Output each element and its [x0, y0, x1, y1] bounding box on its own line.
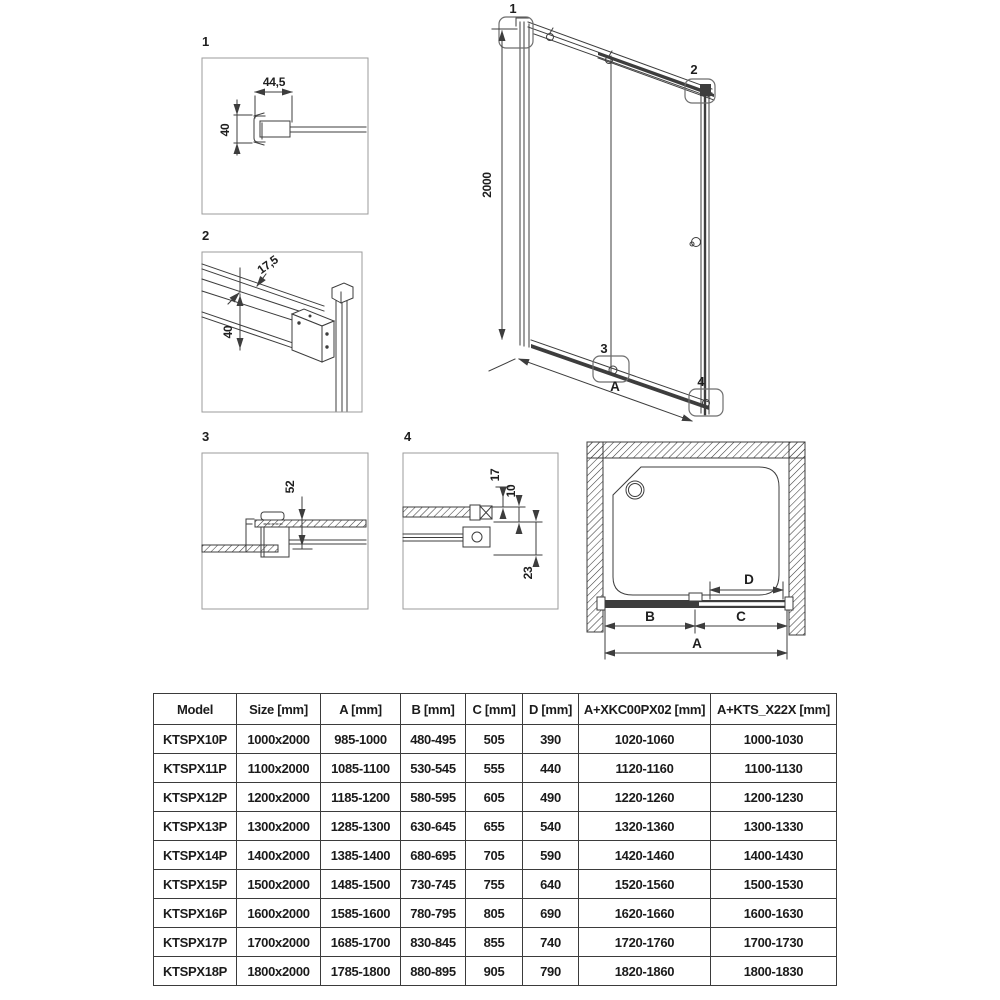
table-row	[154, 841, 837, 870]
cell-size: 1300x2000	[237, 812, 321, 841]
cell-size: 1100x2000	[237, 754, 321, 783]
cell-a: 1585-1600	[321, 899, 401, 928]
cell-c: 855	[466, 928, 523, 957]
cell-kts: 1600-1630	[711, 899, 837, 928]
cell-size: 1000x2000	[237, 725, 321, 754]
lower-glass-hatched	[202, 545, 278, 552]
cell-d: 390	[523, 725, 579, 754]
plan-drawing	[573, 433, 818, 668]
cell-d: 540	[523, 812, 579, 841]
spec-table-panel	[153, 693, 837, 986]
cell-kts: 1200-1230	[711, 783, 837, 812]
cell-size: 1700x2000	[237, 928, 321, 957]
roller-clamp-section	[202, 512, 366, 557]
cell-c: 605	[466, 783, 523, 812]
detail-2-panel	[196, 224, 371, 419]
dim-a-elevation	[519, 359, 692, 421]
cell-model: KTSPX11P	[154, 754, 237, 783]
cell-xkc: 1020-1060	[579, 725, 711, 754]
cell-xkc: 1820-1860	[579, 957, 711, 986]
col-header-model: Model	[154, 694, 237, 725]
table-row	[154, 725, 837, 754]
cell-c: 705	[466, 841, 523, 870]
callout-3-label: 3	[600, 341, 608, 356]
cell-d: 740	[523, 928, 579, 957]
cell-size: 1500x2000	[237, 870, 321, 899]
cell-a: 1285-1300	[321, 812, 401, 841]
wall-profile-section	[254, 113, 290, 145]
glass-panels	[611, 56, 701, 372]
cell-b: 680-695	[401, 841, 466, 870]
cell-a: 1385-1400	[321, 841, 401, 870]
detail-1-panel	[196, 30, 376, 220]
cell-c: 655	[466, 812, 523, 841]
cell-model: KTSPX18P	[154, 957, 237, 986]
corner-connector-block	[292, 309, 334, 362]
dim-17-label: 17	[488, 468, 502, 482]
table-row	[154, 899, 837, 928]
spec-table-header	[154, 694, 837, 725]
table-row	[154, 870, 837, 899]
cell-b: 730-745	[401, 870, 466, 899]
detail-3-panel	[196, 425, 376, 615]
dim-2000-label: 2000	[480, 172, 494, 198]
detail-2-drawing	[196, 224, 371, 419]
glass-hatched	[403, 507, 470, 517]
cell-xkc: 1420-1460	[579, 841, 711, 870]
cell-c: 555	[466, 754, 523, 783]
dim-17-5-label: 17,5	[254, 252, 281, 277]
dim-52-label: 52	[283, 480, 297, 494]
cell-kts: 1800-1830	[711, 957, 837, 986]
dim-44-5-label: 44,5	[262, 75, 286, 89]
cell-b: 780-795	[401, 899, 466, 928]
cell-a: 985-1000	[321, 725, 401, 754]
spec-table-body	[154, 725, 837, 986]
cell-kts: 1700-1730	[711, 928, 837, 957]
cell-kts: 1500-1530	[711, 870, 837, 899]
cell-xkc: 1620-1660	[579, 899, 711, 928]
cell-a: 1185-1200	[321, 783, 401, 812]
cell-d: 690	[523, 899, 579, 928]
table-row	[154, 957, 837, 986]
dim-b-plan	[605, 609, 695, 659]
cell-kts: 1000-1030	[711, 725, 837, 754]
detail-4-panel	[398, 425, 566, 615]
cell-a: 1785-1800	[321, 957, 401, 986]
col-header-size: Size [mm]	[237, 694, 321, 725]
door-plan	[597, 593, 793, 610]
dim-b-label: B	[645, 609, 655, 624]
plan-view-panel	[573, 433, 818, 668]
cell-d: 790	[523, 957, 579, 986]
table-row	[154, 754, 837, 783]
header-row	[154, 694, 837, 725]
detail-4-number: 4	[404, 429, 412, 444]
dim-23	[494, 512, 542, 579]
detail-1-number: 1	[202, 34, 210, 49]
cell-model: KTSPX12P	[154, 783, 237, 812]
cell-d: 490	[523, 783, 579, 812]
vertical-profile-isometric	[332, 283, 353, 411]
cell-b: 830-845	[401, 928, 466, 957]
cell-c: 805	[466, 899, 523, 928]
dim-40	[218, 100, 252, 155]
dim-44-5	[255, 75, 292, 122]
dim-c-plan	[695, 609, 787, 659]
cell-b: 880-895	[401, 957, 466, 986]
dim-10-label: 10	[504, 484, 518, 498]
cell-size: 1400x2000	[237, 841, 321, 870]
col-header-kts: A+KTS_X22X [mm]	[711, 694, 837, 725]
col-header-a: A [mm]	[321, 694, 401, 725]
door-frame-right	[701, 94, 709, 414]
cell-kts: 1400-1430	[711, 841, 837, 870]
dim-a-elevation-label: A	[610, 379, 620, 394]
cell-model: KTSPX13P	[154, 812, 237, 841]
glass-panel-lines	[290, 127, 366, 132]
cell-b: 530-545	[401, 754, 466, 783]
cell-c: 505	[466, 725, 523, 754]
cell-b: 480-495	[401, 725, 466, 754]
cell-a: 1685-1700	[321, 928, 401, 957]
wall-fitting-left	[597, 597, 605, 610]
cell-d: 640	[523, 870, 579, 899]
cell-size: 1800x2000	[237, 957, 321, 986]
table-row	[154, 812, 837, 841]
cell-c: 905	[466, 957, 523, 986]
detail-2-number: 2	[202, 228, 210, 243]
cell-model: KTSPX10P	[154, 725, 237, 754]
dim-c-label: C	[736, 609, 746, 624]
dim-2000	[480, 29, 517, 339]
callout-2-label: 2	[690, 62, 698, 77]
cell-xkc: 1320-1360	[579, 812, 711, 841]
col-header-d: D [mm]	[523, 694, 579, 725]
detail-3-number: 3	[202, 429, 210, 444]
bottom-rail	[531, 340, 710, 410]
cell-d: 440	[523, 754, 579, 783]
cell-model: KTSPX15P	[154, 870, 237, 899]
wall-fitting-right	[785, 597, 793, 610]
elevation-view-panel	[463, 0, 748, 428]
dim-40-label: 40	[218, 123, 232, 137]
col-header-xkc: A+XKC00PX02 [mm]	[579, 694, 711, 725]
cell-xkc: 1120-1160	[579, 754, 711, 783]
dim-a-plan	[605, 636, 787, 653]
cell-kts: 1300-1330	[711, 812, 837, 841]
top-rail	[528, 22, 714, 100]
cell-model: KTSPX16P	[154, 899, 237, 928]
dim-a-label: A	[692, 636, 702, 651]
spec-table	[153, 693, 837, 986]
bottom-guide-section	[403, 505, 492, 547]
detail-1-drawing	[196, 30, 376, 220]
table-row	[154, 783, 837, 812]
callout-4-label: 4	[697, 374, 705, 389]
cell-xkc: 1220-1260	[579, 783, 711, 812]
cell-model: KTSPX17P	[154, 928, 237, 957]
detail-4-drawing	[398, 425, 566, 615]
cell-b: 630-645	[401, 812, 466, 841]
col-header-b: B [mm]	[401, 694, 466, 725]
cell-kts: 1100-1130	[711, 754, 837, 783]
callout-1-label: 1	[509, 1, 517, 16]
table-row	[154, 928, 837, 957]
cell-xkc: 1520-1560	[579, 870, 711, 899]
dim-40b-label: 40	[221, 325, 235, 339]
cell-model: KTSPX14P	[154, 841, 237, 870]
detail-3-drawing	[196, 425, 376, 615]
cell-size: 1200x2000	[237, 783, 321, 812]
cell-a: 1085-1100	[321, 754, 401, 783]
cell-c: 755	[466, 870, 523, 899]
cell-a: 1485-1500	[321, 870, 401, 899]
cell-b: 580-595	[401, 783, 466, 812]
elevation-drawing	[463, 0, 748, 428]
wall-profile-left	[489, 18, 529, 371]
cell-size: 1600x2000	[237, 899, 321, 928]
col-header-c: C [mm]	[466, 694, 523, 725]
cell-xkc: 1720-1760	[579, 928, 711, 957]
dim-10	[492, 484, 525, 532]
dim-23-label: 23	[521, 566, 535, 580]
cell-d: 590	[523, 841, 579, 870]
dim-d-label: D	[744, 572, 754, 587]
door-stopper	[689, 593, 702, 601]
shower-tray	[613, 467, 779, 595]
